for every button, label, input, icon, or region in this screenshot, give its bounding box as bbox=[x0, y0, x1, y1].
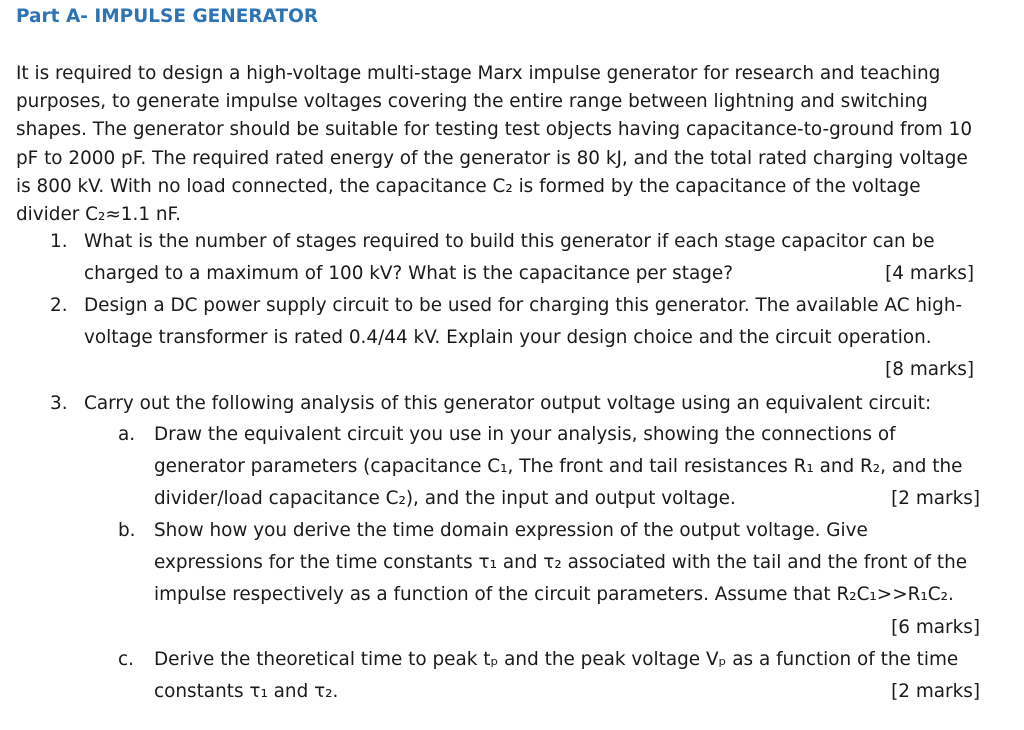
question-3a-letter: a. bbox=[118, 424, 136, 445]
question-3a-text-line-2: generator parameters (capacitance C₁, The front and tail resistances R₁ and R₂, and the bbox=[154, 456, 963, 477]
question-3c-marks: [2 marks] bbox=[891, 681, 980, 702]
question-1-text-line-1: What is the number of stages required to build this generator if each stage capacitor can be bbox=[84, 231, 935, 252]
question-3a-text-line-3: divider/load capacitance C₂), and the input and output voltage. bbox=[154, 488, 736, 509]
question-3c-text-line-1: Derive the theoretical time to peak tₚ and the peak voltage Vₚ as a function of the time bbox=[154, 649, 959, 670]
question-2-marks: [8 marks] bbox=[885, 359, 974, 380]
question-2-text-line-2: voltage transformer is rated 0.4/44 kV. Explain your design choice and the circuit operation. bbox=[84, 327, 932, 348]
intro-paragraph: It is required to design a high-voltage multi-stage Marx impulse generator for research and teaching purposes, to generate impulse voltages covering the entire range between lightning and switching shapes. The generator should be suitable for testing test objects having capacitance-to-ground from 10 pF to 2000 pF. The required rated energy of the generator is 80 kJ, and the total rated charging voltage is 800 kV. With no load connected, the capacitance C₂ is formed by the capacitance of the voltage divider C₂≈1.1 nF. bbox=[16, 63, 973, 226]
question-1-marks: [4 marks] bbox=[885, 263, 974, 284]
question-3b-letter: b. bbox=[118, 520, 136, 541]
question-3c-text-line-2: constants τ₁ and τ₂. bbox=[154, 681, 339, 702]
question-3b-text-line-2: expressions for the time constants τ₁ and τ₂ associated with the tail and the front of the bbox=[154, 552, 968, 573]
question-3b-text-line-1: Show how you derive the time domain expression of the output voltage. Give bbox=[154, 520, 868, 541]
question-3a-text-line-1: Draw the equivalent circuit you use in your analysis, showing the connections of bbox=[154, 424, 896, 445]
question-2-number: 2. bbox=[50, 295, 68, 316]
question-3c-letter: c. bbox=[118, 649, 134, 670]
question-1-text-line-2: charged to a maximum of 100 kV? What is the capacitance per stage? bbox=[84, 263, 733, 284]
question-3-number: 3. bbox=[50, 393, 68, 414]
section-heading: Part A- IMPULSE GENERATOR bbox=[16, 6, 319, 27]
question-1-number: 1. bbox=[50, 231, 68, 252]
question-3a-marks: [2 marks] bbox=[891, 488, 980, 509]
question-3-text-line-1: Carry out the following analysis of this generator output voltage using an equivalent circuit: bbox=[84, 393, 932, 414]
question-3b-marks: [6 marks] bbox=[891, 617, 980, 638]
question-2-text-line-1: Design a DC power supply circuit to be used for charging this generator. The available AC high- bbox=[84, 295, 963, 316]
question-3b-text-line-3: impulse respectively as a function of the circuit parameters. Assume that R₂C₁>>R₁C₂. bbox=[154, 584, 954, 605]
